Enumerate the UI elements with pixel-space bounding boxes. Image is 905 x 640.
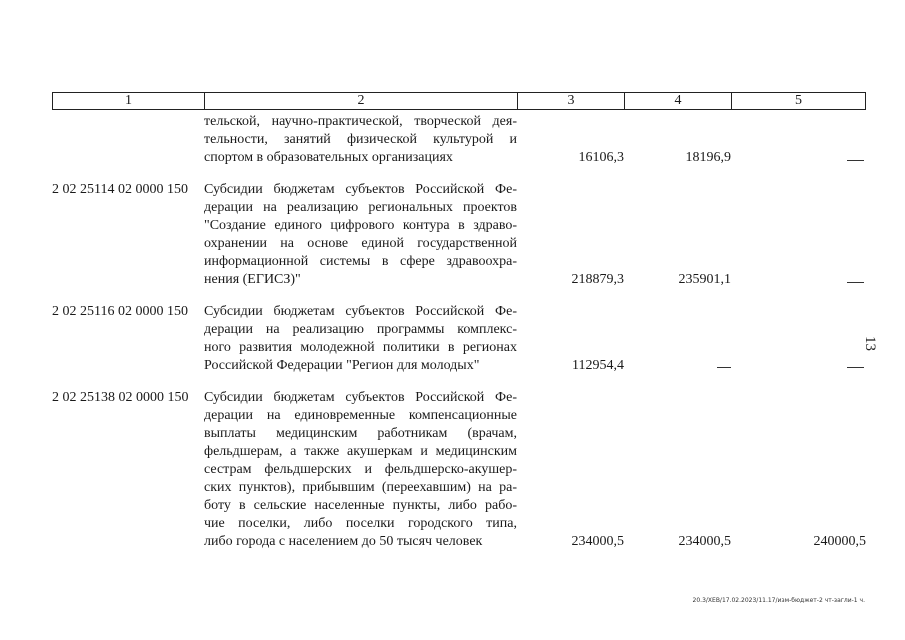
desc-line: дерации на реализацию региональных проектов	[204, 200, 517, 215]
desc-line: либо города с населением до 50 тысяч человек	[204, 534, 483, 549]
desc-line: боту в сельские населенные пункты, либо рабо-	[204, 498, 517, 513]
desc-line: чие поселки, либо поселки городского типа,	[204, 516, 517, 531]
value-col-3: 234000,5	[571, 534, 624, 549]
value-col-4: 18196,9	[685, 150, 731, 165]
desc-line: нения (ЕГИСЗ)"	[204, 272, 301, 287]
header-col-4: 4	[625, 93, 732, 109]
dash-col-5	[847, 160, 864, 161]
header-col-2: 2	[205, 93, 518, 109]
desc-line: дерации на единовременные компенсационные	[204, 408, 517, 423]
desc-line: дерации на реализацию программы комплекс-	[204, 322, 517, 337]
value-col-3: 218879,3	[571, 272, 624, 287]
value-col-4: 235901,1	[678, 272, 731, 287]
budget-code: 2 02 25138 02 0000 150	[52, 390, 189, 405]
footer-stamp: 20.3/ХЕВ/17.02.2023/11.17/изм-бюджет-2 чт-загли-1 ч.	[692, 597, 865, 604]
desc-line: тельской, научно-практической, творческой дея-	[204, 114, 517, 129]
dash-col-5	[847, 367, 864, 368]
table-header	[52, 92, 866, 110]
row-description	[204, 113, 517, 167]
page-number: 13	[862, 336, 878, 351]
row-description	[204, 389, 517, 551]
desc-line: информационной системы в сфере здравоохра-	[204, 254, 517, 269]
budget-code: 2 02 25114 02 0000 150	[52, 182, 188, 197]
desc-line: сестрам фельдшерских и фельдшерско-акушер-	[204, 462, 517, 477]
desc-line: ских пунктов), прибывшим (переехавшим) на ра-	[204, 480, 517, 495]
desc-line: фельдшерам, а также акушеркам и медицинским	[204, 444, 517, 459]
header-col-5: 5	[795, 93, 802, 108]
budget-code: 2 02 25116 02 0000 150	[52, 304, 188, 319]
header-col-3: 3	[518, 93, 625, 109]
header-col-1: 1	[53, 93, 205, 109]
desc-line: Российской Федерации "Регион для молодых"	[204, 358, 480, 373]
desc-line: Субсидии бюджетам субъектов Российской Фе-	[204, 182, 517, 197]
desc-line: Субсидии бюджетам субъектов Российской Фе-	[204, 304, 517, 319]
row-description	[204, 303, 517, 375]
desc-line: Субсидии бюджетам субъектов Российской Фе-	[204, 390, 517, 405]
dash-col-5	[847, 282, 864, 283]
desc-line: ного развития молодежной политики в регионах	[204, 340, 517, 355]
value-col-5: 240000,5	[813, 534, 866, 549]
row-description	[204, 181, 517, 289]
desc-line: "Создание единого цифрового контура в здраво-	[204, 218, 517, 233]
value-col-3: 16106,3	[578, 150, 624, 165]
desc-line: выплаты медицинским работникам (врачам,	[204, 426, 517, 441]
desc-line: тельности, занятий физической культурой и	[204, 132, 517, 147]
value-col-4: 234000,5	[678, 534, 731, 549]
desc-line: охранении на основе единой государственной	[204, 236, 517, 251]
desc-line: спортом в образовательных организациях	[204, 150, 453, 165]
value-col-3: 112954,4	[572, 358, 624, 373]
dash-col-4	[717, 367, 731, 368]
